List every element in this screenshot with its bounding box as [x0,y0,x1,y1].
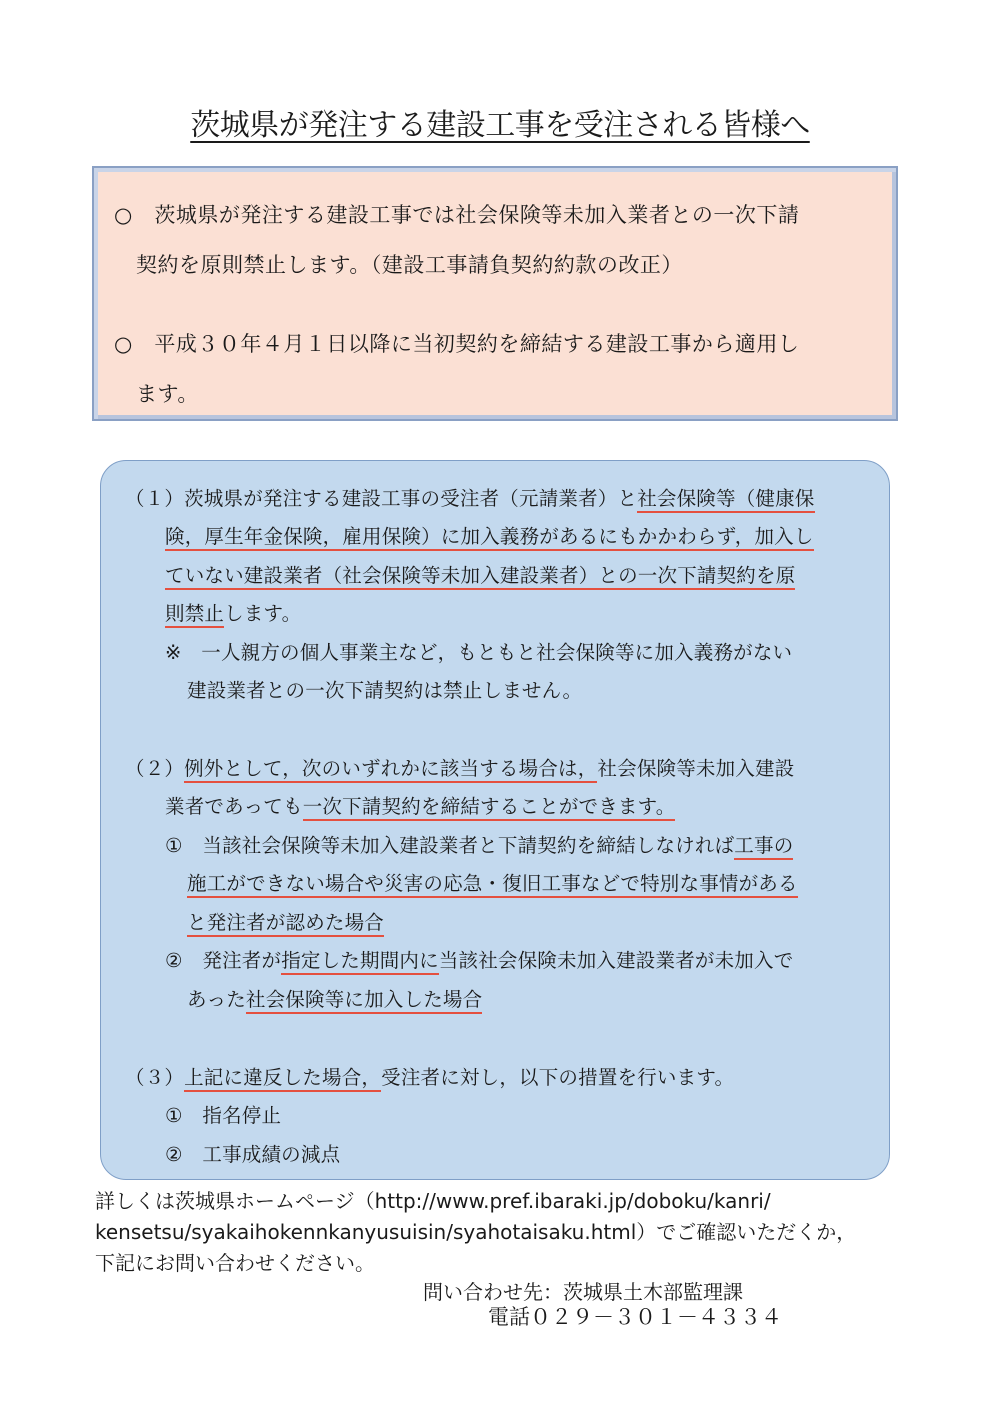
section2-item1-line-2: 施工ができない場合や災害の応急・復旧工事などで特別な事情がある [187,865,798,903]
section3-line-1: （３）上記に違反した場合，受注者に対し，以下の措置を行います。 [125,1059,734,1097]
notice-item-1-line-2: 契約を原則禁止します。（建設工事請負契約約款の改正） [136,253,683,277]
section2-item1-line-3: と発注者が認めた場合 [187,904,384,942]
footer-line-1: 詳しくは茨城県ホームページ（http://www.pref.ibaraki.jp/doboku/kanri/ [95,1189,771,1213]
section2-item1-line-1: ① 当該社会保険等未加入建設業者と下請契約を締結しなければ工事の [165,827,793,865]
main-content-box [100,460,890,1180]
section1-line-2: 険，厚生年金保険，雇用保険）に加入義務があるにもかかわらず，加入し [165,518,814,556]
notice-box [92,166,898,421]
section1-line-3: ていない建設業者（社会保険等未加入建設業者）との一次下請契約を原 [165,557,795,595]
section1-note-line-2: 建設業者との一次下請契約は禁止しません。 [187,679,583,702]
notice-item-1-line-1: ○ 茨城県が発注する建設工事では社会保険等未加入業者との一次下請 [114,203,800,227]
footer-line-3: 下記にお問い合わせください。 [95,1251,375,1275]
contact-phone: 電話０２９－３０１－４３３４ [488,1305,782,1329]
section2-item2-line-1: ② 発注者が指定した期間内に当該社会保険未加入建設業者が未加入で [165,942,793,980]
notice-item-2-line-2: ます。 [136,382,199,406]
section1-note-line-1: ※ 一人親方の個人事業主など，もともと社会保険等に加入義務がない [165,641,793,664]
section1-line-4: 則禁止します。 [165,595,301,633]
page-title: 茨城県が発注する建設工事を受注される皆様へ [190,108,810,143]
contact-info: 問い合わせ先：茨城県土木部監理課 [423,1280,743,1304]
notice-item-2-line-1: ○ 平成３０年４月１日以降に当初契約を締結する建設工事から適用し [114,332,800,356]
section3-measure-2: ② 工事成績の減点 [165,1143,341,1166]
section2-line-1: （２）例外として，次のいずれかに該当する場合は，社会保険等未加入建設 [125,750,794,788]
section2-item2-line-2: あった社会保険等に加入した場合 [187,981,482,1019]
section2-line-2: 業者であっても一次下請契約を締結することができます。 [165,788,675,826]
section1-line-1: （１）茨城県が発注する建設工事の受注者（元請業者）と社会保険等（健康保 [125,480,815,518]
section3-measure-1: ① 指名停止 [165,1104,282,1127]
footer-line-2: kensetsu/syakaihokennkanyusuisin/syahotaisaku.html）でご確認いただくか， [95,1220,857,1244]
